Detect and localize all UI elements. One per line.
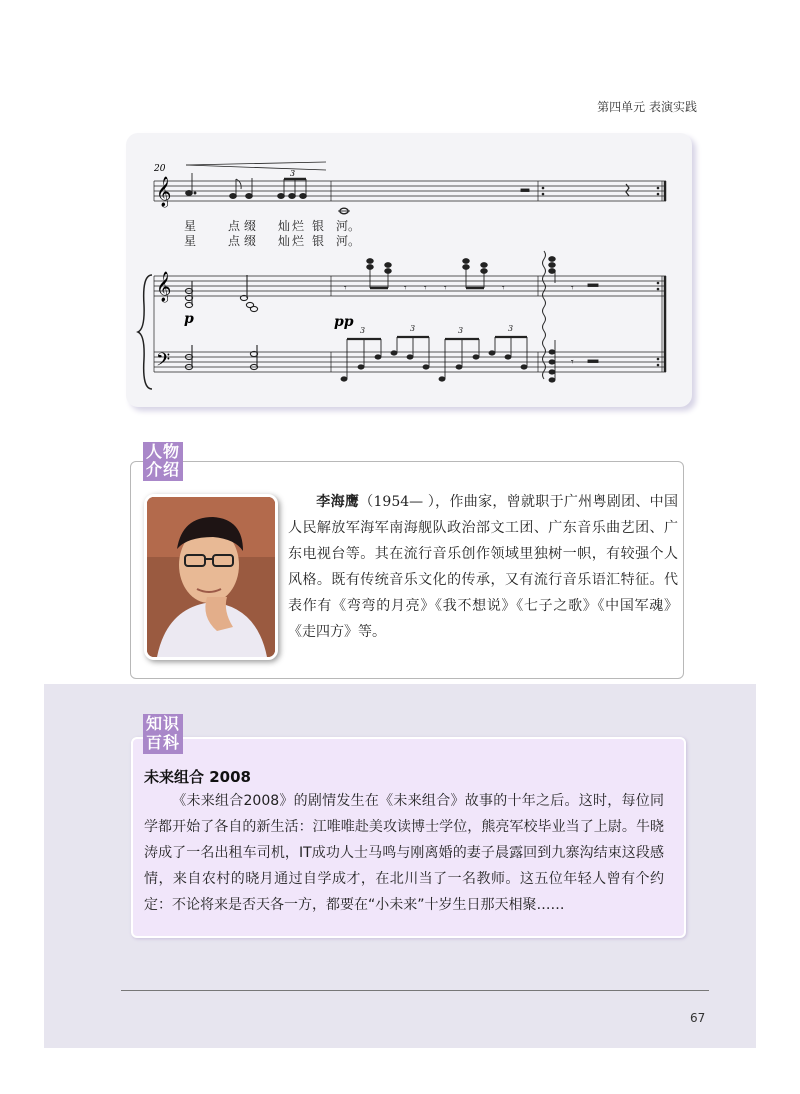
svg-text:3: 3: [360, 326, 366, 335]
piano-chords: [367, 257, 598, 288]
knowledge-title: 未来组合 2008: [144, 768, 251, 786]
bass-clef-icon: 𝄢: [156, 350, 171, 375]
lyrics-line-2: [184, 233, 360, 248]
svg-text:灿: 灿: [278, 219, 291, 233]
vocal-notes: [186, 173, 629, 214]
svg-text:𝄾: 𝄾: [344, 283, 347, 294]
page-number: 67: [690, 1011, 706, 1025]
svg-text:𝄾: 𝄾: [571, 283, 574, 294]
svg-text:𝄾: 𝄾: [424, 283, 427, 294]
lyrics-line-1: [184, 218, 360, 233]
knowledge-tag: 知识 百科: [143, 714, 183, 754]
music-score: [126, 133, 692, 407]
svg-text:烂: 烂: [292, 219, 305, 233]
music-score-card: [126, 133, 692, 407]
svg-text:缀: 缀: [244, 219, 257, 233]
svg-text:星: 星: [184, 234, 197, 248]
svg-text:3: 3: [410, 324, 416, 333]
svg-text:𝄾: 𝄾: [444, 283, 447, 294]
person-bio: [288, 489, 678, 645]
piano-brace-icon: [138, 275, 152, 389]
svg-text:pp: pp: [334, 314, 354, 330]
svg-text:p: p: [184, 311, 194, 327]
svg-text:灿: 灿: [278, 234, 291, 248]
svg-text:𝄾: 𝄾: [502, 283, 505, 294]
person-bio-text: 作曲家，曾就职于广州粤剧团、中国人民解放军海军南海舰队政治部文工团、广东音乐曲艺团、广东电视台等。其在流行音乐创作领域里独树一帜，有较强个人风格。既有传统音乐文化的传承，又有流行音乐语汇特征。代表作有《弯弯的月亮》《我不想说》《七子之歌》《中国军魂》《走四方》等。: [288, 494, 678, 640]
svg-text:3: 3: [458, 326, 464, 335]
svg-text:河。: 河。: [336, 219, 361, 233]
portrait-photo: [144, 494, 278, 660]
unit-header: 第四单元 表演实践: [597, 100, 697, 114]
person-name: 李海鹰: [316, 494, 360, 510]
svg-text:星: 星: [184, 219, 197, 233]
arpeggio-icon: [543, 251, 546, 379]
svg-text:河。: 河。: [336, 234, 361, 248]
svg-text:𝄾: 𝄾: [571, 357, 574, 368]
person-intro-tag: 人物 介绍: [143, 442, 183, 481]
measure-number: 20: [154, 164, 166, 174]
svg-text:𝄾: 𝄾: [404, 283, 407, 294]
svg-text:3: 3: [508, 324, 514, 333]
crescendo-hairpin: [186, 162, 326, 170]
bass-arpeggio-notes: [341, 337, 598, 382]
svg-text:点: 点: [228, 234, 241, 248]
footer-divider: [121, 990, 709, 991]
treble-clef-icon: 𝄞: [156, 272, 172, 302]
knowledge-body: 《未来组合2008》的剧情发生在《未来组合》故事的十年之后。这时，每位同学都开始了各自的新生活：江唯唯赴美攻读博士学位，熊亮军校毕业当了上尉。牛晓涛成了一名出租车司机，IT成功人士马鸣与刚离婚的妻子晨露回到九寨沟结束这段感情，来自农村的晓月通过自学成才，在北川当了一名教师。这五位年轻人曾有个约定：不论将来是否天各一方，都要在“小未来”十岁生日那天相聚……: [144, 793, 664, 913]
svg-text:缀: 缀: [244, 234, 257, 248]
svg-text:银: 银: [312, 219, 325, 233]
piano-treble-notes: [185, 275, 257, 312]
svg-text:烂: 烂: [292, 234, 305, 248]
svg-text:3: 3: [290, 169, 296, 178]
svg-text:银: 银: [312, 234, 325, 248]
treble-clef-icon: 𝄞: [156, 177, 172, 207]
svg-text:点: 点: [228, 219, 241, 233]
person-years: （1954— ），: [359, 494, 450, 510]
